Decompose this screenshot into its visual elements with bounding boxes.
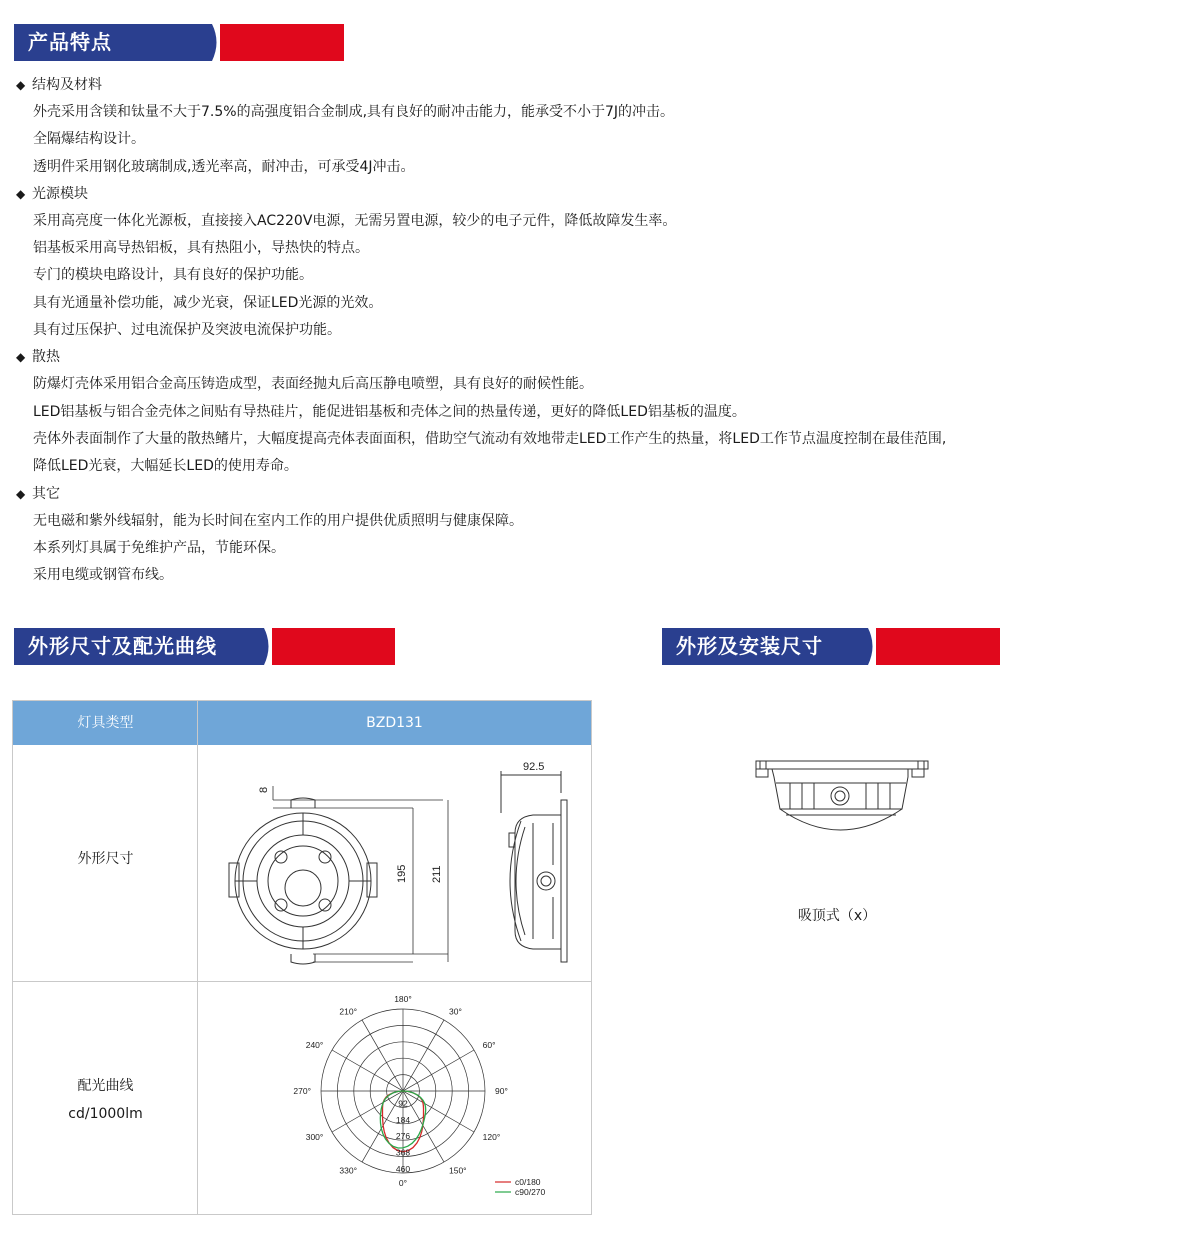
polar-angle-label: 180° (394, 996, 412, 1004)
feature-line: 无电磁和紫外线辐射，能为长时间在室内工作的用户提供优质照明与健康保障。 (33, 512, 523, 529)
polar-radial-tick: 460 (395, 1164, 411, 1174)
polar-curve-chart (283, 996, 583, 1208)
feature-line: 采用高亮度一体化光源板，直接接入AC220V电源，无需另置电源，较少的电子元件，降低故障发生率。 (33, 212, 677, 229)
diamond-bullet-icon: ◆ (16, 78, 26, 92)
polar-radial-tick: 368 (395, 1147, 411, 1158)
polar-angle-label: 240° (305, 1040, 324, 1050)
table-header-row (13, 701, 591, 745)
feature-heading (16, 344, 1016, 371)
dimensions-title: 外形尺寸及配光曲线 (28, 634, 217, 658)
installation-banner (662, 628, 1000, 665)
feature-line: 透明件采用钢化玻璃制成,透光率高，耐冲击，可承受4J冲击。 (33, 158, 415, 175)
polar-angle-label: 30° (449, 1006, 462, 1017)
feature-line: 外壳采用含镁和钛量不大于7.5%的高强度铝合金制成,具有良好的耐冲击能力，能承受不小于7J的冲击。 (33, 104, 675, 120)
features-list (16, 72, 1016, 589)
feature-line: 壳体外表面制作了大量的散热鳍片，大幅度提高壳体表面面积，借助空气流动有效地带走LED工作产生的热量，将LED工作节点温度控制在最佳范围, (33, 430, 947, 447)
features-title: 产品特点 (28, 30, 112, 54)
legend-c90: c90/270 (515, 1187, 546, 1197)
feature-line: 具有光通量补偿功能，减少光衰，保证LED光源的光效。 (33, 294, 383, 311)
feature-line: 专门的模块电路设计，具有良好的保护功能。 (33, 267, 313, 284)
polar-angle-label: 270° (293, 1086, 311, 1096)
polar-angle-label: 120° (482, 1132, 501, 1142)
feature-heading-text: 散热 (32, 349, 60, 366)
polar-angle-label: 210° (339, 1006, 357, 1017)
feature-heading-text: 光源模块 (32, 185, 88, 202)
diamond-bullet-icon: ◆ (16, 350, 26, 365)
spec-table (12, 700, 592, 1215)
polar-radial-tick: 92 (398, 1098, 408, 1109)
table-divider (13, 981, 591, 982)
dimensions-banner (14, 628, 395, 665)
polar-angle-label: 300° (305, 1132, 324, 1142)
feature-line: 全隔爆结构设计。 (33, 131, 145, 148)
features-banner (14, 24, 344, 61)
diamond-bullet-icon: ◆ (16, 486, 26, 501)
dimension-drawing (203, 753, 588, 978)
feature-line: 采用电缆或钢管布线。 (33, 567, 173, 584)
row-label-curve-unit: cd/1000lm (68, 1106, 143, 1122)
installation-drawing (750, 755, 930, 855)
feature-line: 本系列灯具属于免维护产品，节能环保。 (33, 539, 285, 556)
polar-angle-label: 150° (449, 1165, 467, 1176)
row-label-curve: 配光曲线 (77, 1078, 134, 1094)
feature-heading-text: 结构及材料 (32, 77, 102, 93)
dim-outer-height: 211 (431, 865, 443, 883)
header-model: BZD131 (366, 715, 423, 731)
polar-angle-label: 90° (495, 1086, 508, 1096)
dim-top-offset: 8 (258, 786, 270, 793)
diamond-bullet-icon: ◆ (16, 186, 26, 201)
row-label-dimensions: 外形尺寸 (77, 851, 134, 867)
polar-angle-label: 60° (482, 1040, 496, 1050)
feature-line: 具有过压保护、过电流保护及突波电流保护功能。 (33, 322, 341, 339)
feature-line: 防爆灯壳体采用铝合金高压铸造成型，表面经抛丸后高压静电喷塑，具有良好的耐候性能。 (33, 376, 593, 393)
feature-line: 降低LED光衰，大幅延长LED的使用寿命。 (33, 458, 298, 475)
feature-line: 铝基板采用高导热铝板，具有热阻小，导热快的特点。 (33, 240, 369, 257)
feature-heading (16, 181, 1016, 208)
dim-depth: 92.5 (523, 761, 545, 773)
polar-angle-label: 330° (339, 1165, 357, 1176)
polar-radial-tick: 184 (395, 1114, 411, 1125)
table-divider (197, 701, 198, 1214)
feature-heading-text: 其它 (32, 485, 60, 502)
polar-radial-tick: 276 (395, 1131, 411, 1142)
legend-c0: c0/180 (515, 1177, 541, 1187)
polar-angle-label: 0° (398, 1178, 408, 1188)
feature-heading (16, 72, 1016, 99)
polar-legend (495, 1177, 546, 1197)
installation-title: 外形及安装尺寸 (676, 634, 823, 658)
header-type-label: 灯具类型 (77, 715, 134, 731)
feature-line: LED铝基板与铝合金壳体之间贴有导热硅片，能促进铝基板和壳体之间的热量传递，更好的降低LED铝基板的温度。 (33, 403, 746, 420)
installation-caption: 吸顶式（x） (797, 908, 877, 924)
feature-heading (16, 481, 1016, 508)
dim-inner-height: 195 (396, 864, 408, 883)
